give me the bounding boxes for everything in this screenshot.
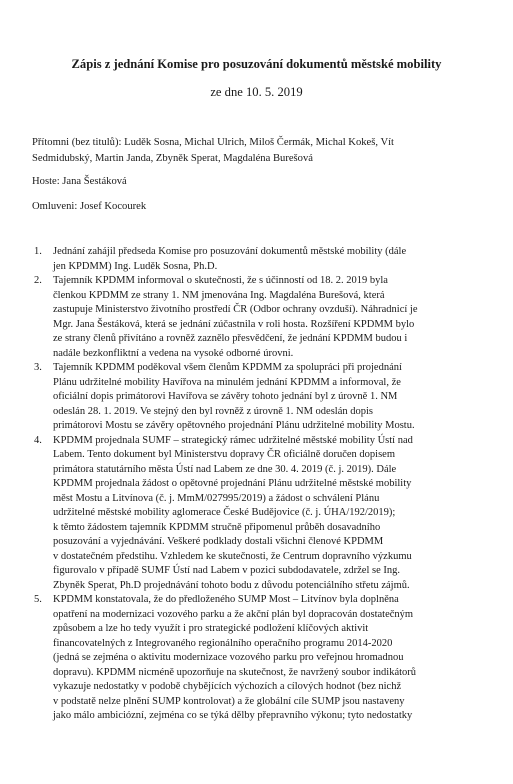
item-text-line: posuzování a vyjednávání. Veškeré podklady dostali všichni členové KPDMM (53, 536, 384, 547)
item-text-line: měst Mostu a Litvínova (č. j. MmM/027995/2019) a žádost o schválení Plánu (53, 492, 380, 504)
item-text-line: Tajemník KPDMM informoval o skutečnosti, že s účinností od 18. 2. 2019 byla (53, 275, 388, 286)
attendees-line: Přítomni (bez titulů): Luděk Sosna, Michal Ulrich, Miloš Čermák, Michal Kokeš, Vít (32, 137, 395, 148)
item-text-line: KPDMM projednala žádost o opětovné projednání Plánu udržitelné městské mobility (53, 478, 412, 489)
excused-line: Omluveni: Josef Kocourek (32, 201, 147, 212)
minutes-items-list (32, 245, 482, 724)
item-number: 4. (34, 434, 42, 446)
item-text-line: udržitelné městské mobility aglomerace České Budějovice (č. j. ÚHA/192/2019); (53, 507, 396, 518)
item-number: 3. (34, 362, 42, 373)
item-text-line: v podstatě nelze plnění SUMP kontrolovat) a že globální cíle SUMP jsou nastaveny (53, 695, 405, 707)
minutes-item (32, 361, 482, 434)
document-title: Zápis z jednání Komise pro posuzování dokumentů městské mobility (71, 57, 442, 71)
item-text-line: KPDMM projednala SUMF – strategický rámec udržitelné městské mobility Ústí nad (53, 434, 413, 446)
item-text-line: k těmto žádostem tajemník KPDMM stručně připomenul průběh dosavadního (53, 521, 381, 533)
minutes-item (32, 434, 482, 594)
item-number: 2. (34, 275, 42, 286)
item-text-line: jen KPDMM) Ing. Luděk Sosna, Ph.D. (53, 260, 218, 272)
item-text-line: nadále bezkonfliktní a vedena na vysoké odborné úrovni. (53, 347, 294, 359)
item-text-line: způsobem a lze ho tedy využít i pro strategické podložení klíčových aktivit (53, 623, 369, 634)
item-text-line: (jedná se zejména o aktivitu modernizace vozového parku pro veřejnou hromadnou (53, 652, 404, 663)
item-text-line: oficiální dopis primátorovi Havířova se závěry tohoto jednání byl z úrovně 1. NM (53, 391, 398, 402)
item-text-line: odeslán 28. 1. 2019. Ve stejný den byl rovněž z úrovně 1. NM odeslán dopis (53, 405, 374, 417)
item-number: 1. (34, 246, 42, 257)
document-date: ze dne 10. 5. 2019 (210, 85, 303, 99)
item-text-line: primátora statutárního města Ústí nad Labem ze dne 30. 4. 2019 (č. j. 2019). Dále (53, 463, 397, 475)
item-text-line: financovatelných z Integrovaného regionálního operačního programu 2014-2020 (53, 637, 393, 649)
item-text-line: v dostatečném předstihu. Vzhledem ke skutečnosti, že Centrum dopravního výzkumu (53, 550, 412, 562)
item-text-line: Labem. Tento dokument byl Ministerstvu dopravy ČR oficiálně doručen dopisem (53, 449, 396, 460)
item-text-line: členkou KPDMM ze strany 1. NM jmenována Ing. Magdaléna Burešová, která (53, 289, 385, 301)
item-text-line: figurovalo v případě SUMF Ústí nad Labem v pozici subdodavatele, zdržel se Ing. (53, 565, 400, 576)
minutes-item (32, 274, 482, 361)
item-text-line: zastupuje Ministerstvo životního prostředí ČR (Odbor ochrany ovzduší). Náhradnicí je (53, 304, 418, 315)
item-text-line: Tajemník KPDMM poděkoval všem členům KPDMM za spolupráci při projednání (53, 362, 402, 373)
item-text-line: opatření na modernizaci vozového parku a že akční plán byl dopracován dostatečným (53, 608, 414, 620)
item-text-line: ze strany členů přivítáno a rovněž zaznělo přesvědčení, že jednání KPDMM budou i (53, 333, 408, 344)
item-text-line: Mgr. Jana Šestáková, která se jednání zúčastnila v roli hosta. Rozšíření KPDMM bylo (53, 318, 415, 330)
attendees-present (32, 135, 482, 166)
item-text-line: jako málo ambiciózní, zejména co se týká dělby přepravního výkonu; tyto nedostatky (53, 710, 413, 721)
item-text-line: KPDMM konstatovala, že do předloženého SUMP Most – Litvínov byla doplněna (53, 594, 399, 605)
guests-line: Hoste: Jana Šestáková (32, 176, 127, 187)
item-text-line: dopravu). KPDMM nicméně upozorňuje na skutečnost, že navržený soubor indikátorů (53, 666, 417, 678)
item-text-line: Jednání zahájil předseda Komise pro posuzování dokumentů městské mobility (dále (53, 246, 407, 257)
item-text-line: vykazuje nedostatky v podobě chybějících výchozích a cílových hodnot (bez nichž (53, 681, 402, 692)
item-text-line: Zbyněk Sperat, Ph.D projednávání tohoto bodu z důvodu potenciálního střetu zájmů. (53, 579, 410, 591)
attendees-line: Sedmidubský, Martin Janda, Zbyněk Sperat, Magdaléna Burešová (32, 152, 313, 164)
item-number: 5. (34, 594, 42, 605)
item-text-line: Plánu udržitelné mobility Havířova na minulém jednání KPDMM a informoval, že (53, 376, 401, 388)
minutes-item (32, 245, 482, 274)
minutes-item (32, 593, 482, 724)
item-text-line: primátorovi Mostu se závěry opětovného projednání Plánu udržitelné mobility Mostu. (53, 420, 415, 431)
